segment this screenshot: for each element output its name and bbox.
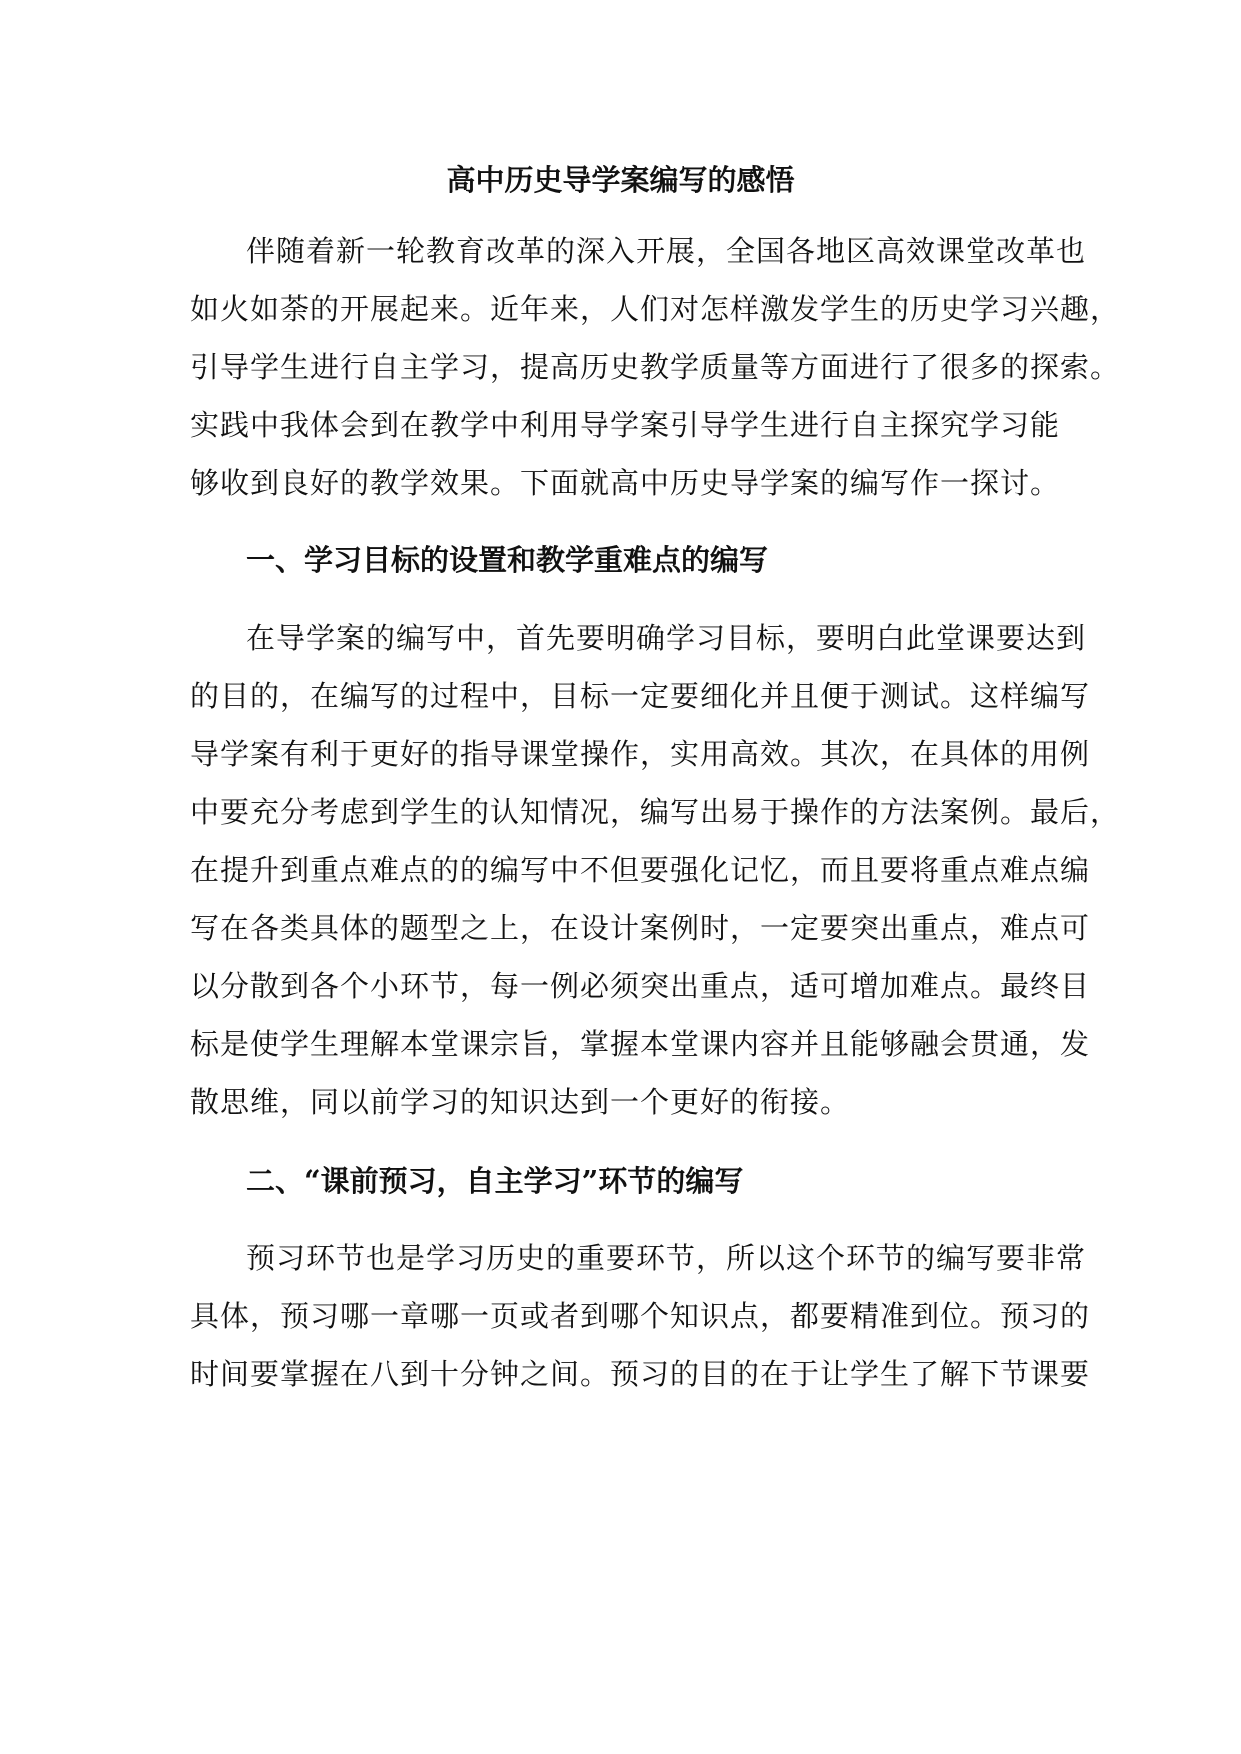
section1-line-9: 散思维，同以前学习的知识达到一个更好的衔接。 <box>190 1085 851 1119</box>
intro-line-3: 引导学生进行自主学习，提高历史教学质量等方面进行了很多的探索。 <box>190 350 1121 384</box>
section1-line-2: 的目的，在编写的过程中，目标一定要细化并且便于测试。这样编写 <box>190 679 1091 713</box>
section1-line-7: 以分散到各个小环节，每一例必须突出重点，适可增加难点。最终目 <box>190 969 1091 1003</box>
section1-line-6: 写在各类具体的题型之上，在设计案例时，一定要突出重点，难点可 <box>190 911 1091 945</box>
section2-line-2: 具体，预习哪一章哪一页或者到哪个知识点，都要精准到位。预习的 <box>190 1299 1091 1333</box>
section1-line-8: 标是使学生理解本堂课宗旨，掌握本堂课内容并且能够融会贯通，发 <box>190 1027 1091 1061</box>
section1-line-5: 在提升到重点难点的的编写中不但要强化记忆，而且要将重点难点编 <box>190 853 1091 887</box>
section2-line-3: 时间要掌握在八到十分钟之间。预习的目的在于让学生了解下节课要 <box>190 1357 1091 1391</box>
section1-heading: 一、学习目标的设置和教学重难点的编写 <box>246 543 769 577</box>
intro-line-5: 够收到良好的教学效果。下面就高中历史导学案的编写作一探讨。 <box>190 466 1061 500</box>
intro-line-4: 实践中我体会到在教学中利用导学案引导学生进行自主探究学习能 <box>190 408 1061 442</box>
section1-line-3: 导学案有利于更好的指导课堂操作，实用高效。其次，在具体的用例 <box>190 737 1091 771</box>
section1-line-4: 中要充分考虑到学生的认知情况，编写出易于操作的方法案例。最后， <box>190 795 1121 829</box>
intro-line-1: 伴随着新一轮教育改革的深入开展，全国各地区高效课堂改革也 <box>246 234 1087 268</box>
document-title: 高中历史导学案编写的感悟 <box>446 163 795 197</box>
intro-line-2: 如火如荼的开展起来。近年来，人们对怎样激发学生的历史学习兴趣， <box>190 292 1121 326</box>
section2-line-1: 预习环节也是学习历史的重要环节，所以这个环节的编写要非常 <box>246 1241 1087 1275</box>
section1-line-1: 在导学案的编写中，首先要明确学习目标，要明白此堂课要达到 <box>246 621 1087 655</box>
section2-heading: 二、“课前预习，自主学习”环节的编写 <box>246 1164 744 1198</box>
